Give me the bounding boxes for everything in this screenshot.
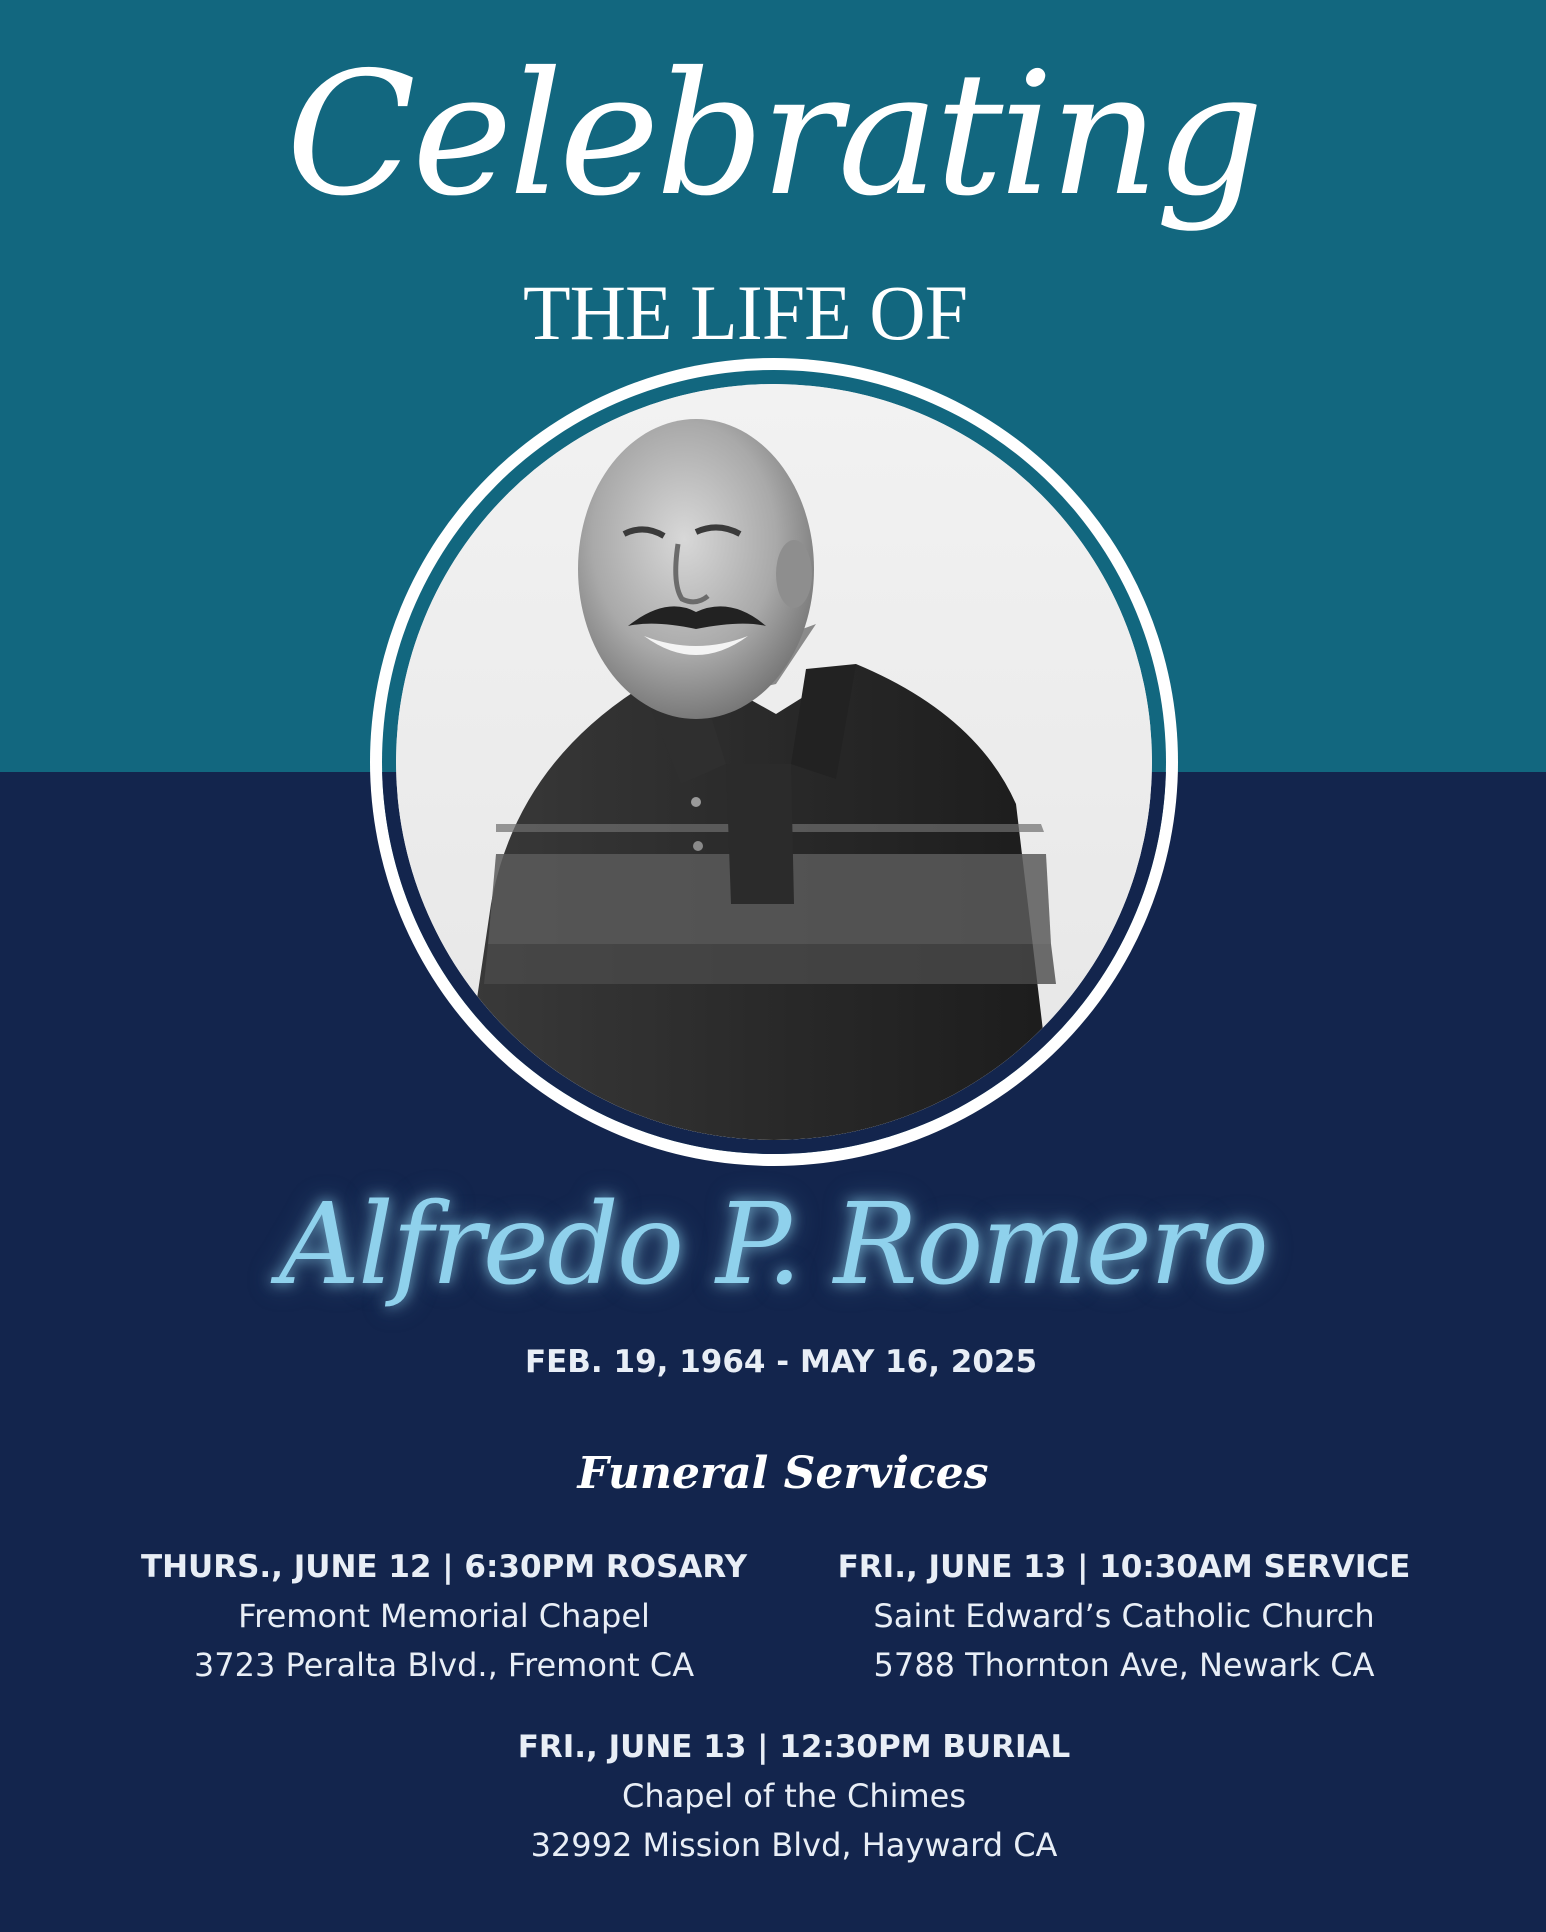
service-title: FRI., JUNE 13 | 12:30PM BURIAL — [517, 1729, 1071, 1765]
service-place: Saint Edward’s Catholic Church — [873, 1597, 1375, 1635]
funeral-services-heading: Funeral Services — [577, 1448, 989, 1499]
life-of-subheading: THE LIFE OF — [523, 269, 967, 356]
service-place: Fremont Memorial Chapel — [238, 1597, 650, 1635]
service-title: FRI., JUNE 13 | 10:30AM SERVICE — [837, 1549, 1411, 1585]
service-place: Chapel of the Chimes — [621, 1777, 967, 1815]
deceased-name: Alfredo P. Romero — [279, 1180, 1267, 1310]
celebrating-heading: Celebrating — [285, 36, 1261, 234]
portrait-illustration — [396, 384, 1152, 1140]
service-title: THURS., JUNE 12 | 6:30PM ROSARY — [140, 1549, 748, 1585]
portrait-photo — [396, 384, 1152, 1140]
service-address: 5788 Thornton Ave, Newark CA — [873, 1646, 1375, 1684]
life-dates: FEB. 19, 1964 - MAY 16, 2025 — [524, 1344, 1038, 1380]
service-mass — [770, 1542, 1478, 1690]
service-address: 3723 Peralta Blvd., Fremont CA — [193, 1646, 695, 1684]
service-burial — [420, 1722, 1168, 1870]
service-address: 32992 Mission Blvd, Hayward CA — [530, 1826, 1058, 1864]
service-rosary — [84, 1542, 804, 1690]
